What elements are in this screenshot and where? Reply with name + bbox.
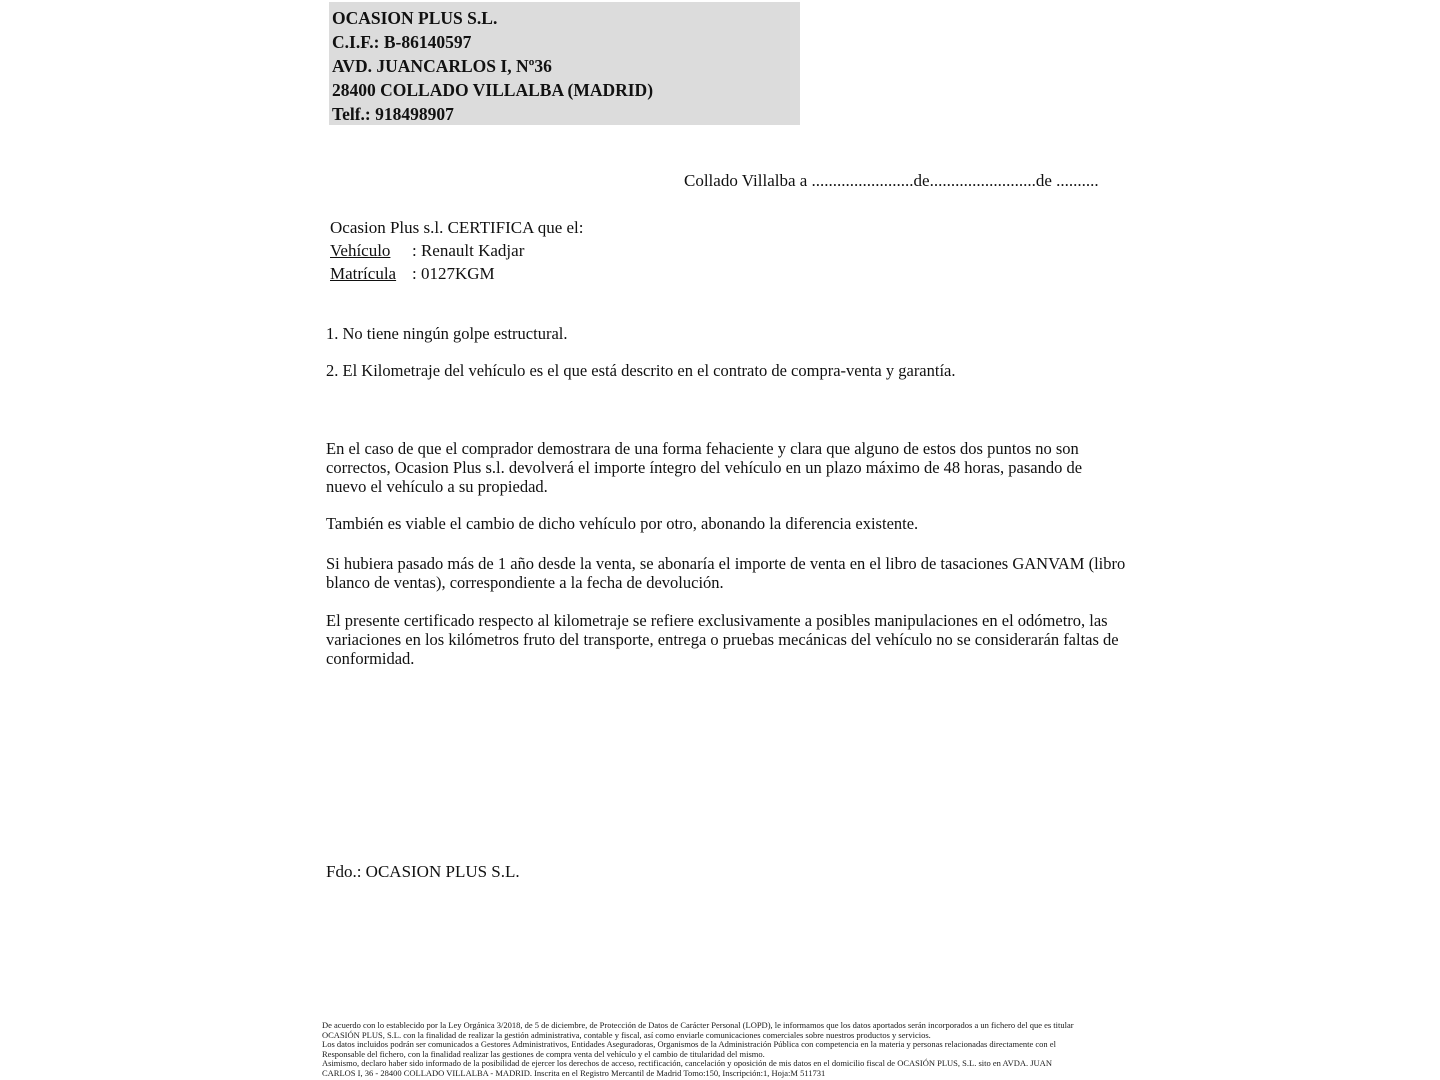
company-cif: C.I.F.: B-86140597 bbox=[332, 32, 472, 52]
date-line: Collado Villalba a ........................de.........................de .......... bbox=[684, 171, 1099, 190]
fine-print-line: Asimismo, declaro haber sido informado de la posibilidad de ejercer los derechos de acceso, rectificación, cancelación y oposición de mis datos en el domicilio fiscal de OCASIÓN PLUS, S.L. sito en AVDA. JUAN bbox=[322, 1058, 1052, 1069]
signature-line: Fdo.: OCASION PLUS S.L. bbox=[326, 862, 520, 881]
fine-print-line: CARLOS I, 36 - 28400 COLLADO VILLALBA - MADRID. Inscrita en el Registro Mercantil de Madrid Tomo:150, Inscripción:1, Hoja:M 511731 bbox=[322, 1067, 826, 1078]
plate-field bbox=[330, 262, 584, 285]
company-phone: Telf.: 918498907 bbox=[332, 104, 454, 124]
condition-item-2: 2. El Kilometraje del vehículo es el que está descrito en el contrato de compra-venta y garantía. bbox=[326, 361, 956, 380]
conditions-list bbox=[326, 324, 1126, 398]
company-city: 28400 COLLADO VILLALBA (MADRID) bbox=[332, 80, 654, 100]
paragraph-odometer-disclaimer: El presente certificado respecto al kilometraje se refiere exclusivamente a posibles manipulaciones en el odómetro, las variaciones en los kilómetros fruto del transporte, entrega o pruebas mecánicas del vehículo no se considerarán faltas de conformidad. bbox=[326, 611, 1119, 668]
fine-print-line: De acuerdo con lo establecido por la Ley Orgánica 3/2018, de 5 de diciembre, de Protección de Datos de Carácter Personal (LOPD), le informamos que los datos aportados serán incorporados a un fichero del que es titular bbox=[322, 1020, 1074, 1030]
vehicle-field-label: Vehículo bbox=[330, 241, 391, 260]
plate-field-value: : 0127KGM bbox=[412, 264, 495, 283]
company-name: OCASION PLUS S.L. bbox=[332, 8, 498, 28]
paragraph-ganvam-valuation: Si hubiera pasado más de 1 año desde la venta, se abonaría el importe de venta en el libro de tasaciones GANVAM (libro blanco de ventas), correspondiente a la fecha de devolución. bbox=[326, 554, 1126, 592]
company-header-box bbox=[329, 2, 800, 125]
vehicle-field bbox=[330, 239, 584, 262]
fine-print-line: Responsable del fichero, con la finalidad realizar las gestiones de compra venta del vehículo y el cambio de titularidad del mismo. bbox=[322, 1048, 765, 1059]
vehicle-field-value: : Renault Kadjar bbox=[412, 241, 525, 260]
body-paragraphs bbox=[326, 439, 1126, 668]
certificate-block bbox=[330, 216, 584, 285]
paragraph-refund-terms: En el caso de que el comprador demostrara de una forma fehaciente y clara que alguno de estos dos puntos no son correctos, Ocasion Plus s.l. devolverá el importe íntegro del vehículo en un plazo máximo de 48 horas, pasando de nuevo el vehículo a su propiedad. bbox=[326, 439, 1083, 496]
paragraph-exchange-option: También es viable el cambio de dicho vehículo por otro, abonando la diferencia existente. bbox=[326, 514, 919, 533]
legal-fine-print bbox=[322, 1021, 1122, 1079]
plate-field-label: Matrícula bbox=[330, 264, 397, 283]
certification-intro: Ocasion Plus s.l. CERTIFICA que el: bbox=[330, 218, 584, 237]
fine-print-line: Los datos incluidos podrán ser comunicados a Gestores Administrativos, Entidades Aseguradoras, Organismos de la Administración Pública con competencia en la materia y personas relacionadas directamente con el bbox=[322, 1039, 1056, 1050]
company-address: AVD. JUANCARLOS I, Nº36 bbox=[332, 56, 552, 76]
fine-print-line: OCASIÓN PLUS, S.L. con la finalidad de realizar la gestión administrativa, contable y fiscal, así como enviarle comunicaciones comerciales sobre nuestros productos y servicios. bbox=[322, 1029, 931, 1040]
vehicle-field-label-col bbox=[330, 239, 412, 262]
plate-field-label-col bbox=[330, 262, 412, 285]
condition-item-1: 1. No tiene ningún golpe estructural. bbox=[326, 324, 568, 343]
